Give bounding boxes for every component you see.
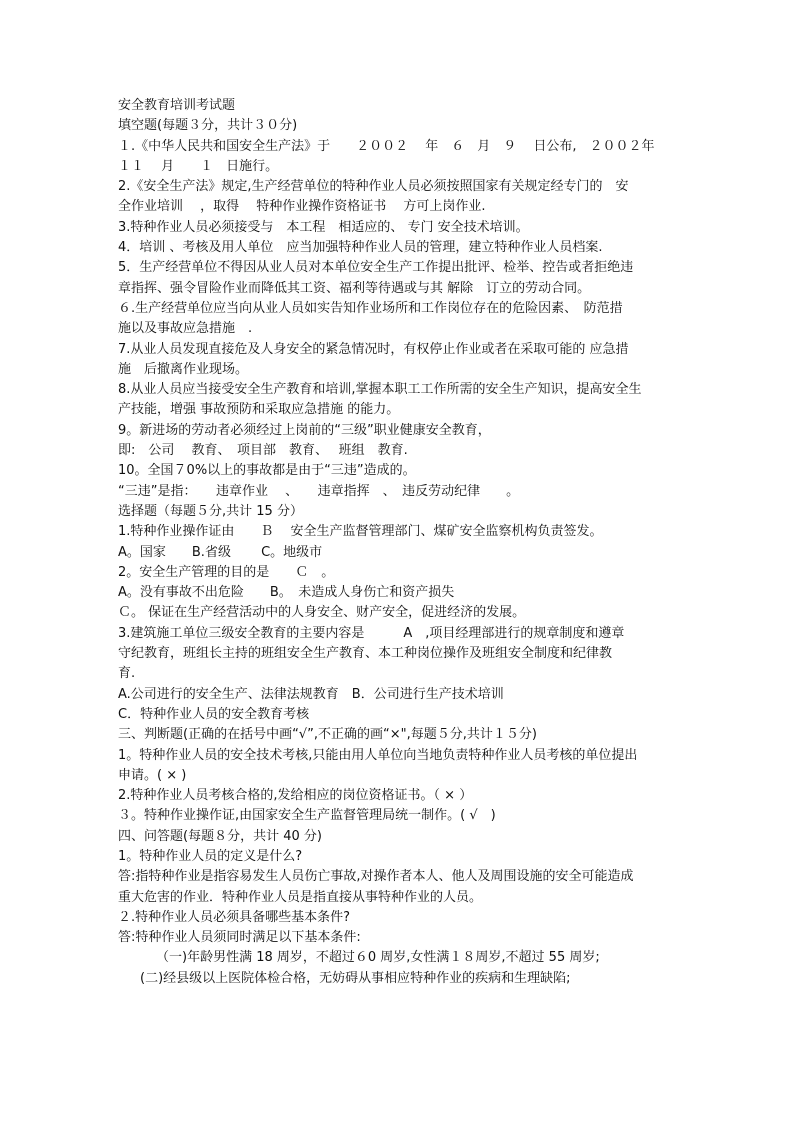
text-line: 8.从业人员应当接受安全生产教育和培训,掌握本职工工作所需的安全生产知识，提高安全生 <box>118 382 642 398</box>
text-line: 即: 公司 教育、 项目部 教育、 班组 教育. <box>118 443 408 459</box>
text-line: 10。全国７0%以上的事故都是由于“三违”造成的。 <box>118 463 416 479</box>
text-line: ２.特种作业人员必须具备哪些基本条件? <box>118 909 351 925</box>
text-line: ３。特种作业操作证,由国家安全生产监督管理局统一制作。( √ ) <box>118 808 496 824</box>
text-line: 9。新进场的劳动者必须经过上岗前的“三级”职业健康安全教育， <box>118 422 491 438</box>
text-line: 答:指特种作业是指容易发生人员伤亡事故,对操作者本人、他人及周围设施的安全可能造成 <box>118 869 634 885</box>
text-line: １.《中华人民共和国安全生产法》于 ２００２ 年 ６ 月 ９ 日公布, ２００２年 <box>118 138 655 154</box>
text-line: “三违”是指： 违章作业 、 违章指挥 、 违反劳动纪律 。 <box>118 483 520 499</box>
text-line: 产技能，增强 事故预防和采取应急措施 的能力。 <box>118 402 400 418</box>
section-heading: 选择题（每题５分,共计 15 分） <box>118 503 303 519</box>
text-line: 4．培训 、考核及用人单位 应当加强特种作业人员的管理，建立特种作业人员档案. <box>118 240 603 256</box>
text-line: Ｃ。 保证在生产经营活动中的人身安全、财产安全，促进经济的发展。 <box>118 605 526 621</box>
text-line: A。没有事故不出危险 B。 未造成人身伤亡和资产损失 <box>118 585 455 601</box>
text-line: 7.从业人员发现直接危及人身安全的紧急情况时，有权停止作业或者在采取可能的 应急措 <box>118 341 629 357</box>
text-line: 2.特种作业人员考核合格的,发给相应的岗位资格证书。（ × ） <box>118 788 473 804</box>
text-line: 1.特种作业操作证由 Ｂ 安全生产监督管理部门、煤矿安全监察机构负责签发。 <box>118 524 603 540</box>
text-line: 重大危害的作业．特种作业人员是指直接从事特种作业的人员。 <box>118 889 483 905</box>
text-line: 2.《安全生产法》规定,生产经营单位的特种作业人员必须按照国家有关规定经专门的 安 <box>118 179 629 195</box>
text-line: 守纪教育，班组长主持的班组安全生产教育、本工种岗位操作及班组安全制度和纪律教 <box>118 646 613 662</box>
text-line: ６.生产经营单位应当向从业人员如实告知作业场所和工作岗位存在的危险因素、 防范措 <box>118 300 623 316</box>
text-line: A.公司进行的安全生产、法律法规教育 B．公司进行生产技术培训 <box>118 686 504 702</box>
section-heading: 填空题(每题３分，共计３０分) <box>118 118 298 134</box>
text-line: 1。特种作业人员的安全技术考核,只能由用人单位向当地负责特种作业人员考核的单位提出 <box>118 747 638 763</box>
text-line: 施 后撤离作业现场。 <box>118 361 249 377</box>
text-line: （一)年龄男性满 18 周岁，不超过６0 周岁,女性满１８周岁,不超过 55 周岁; <box>156 950 600 966</box>
text-line: A。国家 B.省级 C。地级市 <box>118 544 323 560</box>
text-line: 章指挥、强令冒险作业而降低其工资、福利等待遇或与其 解除 订立的劳动合同。 <box>118 280 591 296</box>
text-line: 答:特种作业人员须同时满足以下基本条件: <box>118 930 361 946</box>
text-line: 施以及事故应急措施 . <box>118 321 253 337</box>
text-line: 3.建筑施工单位三级安全教育的主要内容是 A ,项目经理部进行的规章制度和遵章 <box>118 625 625 641</box>
section-heading: 三、判断题(正确的在括号中画“√”,不正确的画“×",每题５分,共计１５分) <box>118 727 537 743</box>
text-line: 2。安全生产管理的目的是 Ｃ 。 <box>118 564 335 580</box>
text-line: １１ 月 １ 日施行。 <box>118 158 279 174</box>
text-line: 育. <box>118 666 136 682</box>
text-line: C．特种作业人员的安全教育考核 <box>118 706 310 722</box>
text-line: 全作业培训 ，取得 特种作业操作资格证书 方可上岗作业. <box>118 199 486 215</box>
text-line: 申请。( × ) <box>118 767 187 783</box>
text-line: 1。特种作业人员的定义是什么? <box>118 848 303 864</box>
section-heading: 四、问答题(每题８分，共计 40 分) <box>118 828 322 844</box>
text-line: (二)经县级以上医院体检合格，无妨碍从事相应特种作业的疾病和生理缺陷; <box>140 970 571 986</box>
document-page <box>118 96 692 989</box>
doc-title: 安全教育培训考试题 <box>118 98 236 113</box>
text-line: 3.特种作业人员必须接受与 本工程 相适应的、 专门 安全技术培训。 <box>118 219 529 235</box>
text-line: 5．生产经营单位不得因从业人员对本单位安全生产工作提出批评、检举、控告或者拒绝违 <box>118 260 634 276</box>
